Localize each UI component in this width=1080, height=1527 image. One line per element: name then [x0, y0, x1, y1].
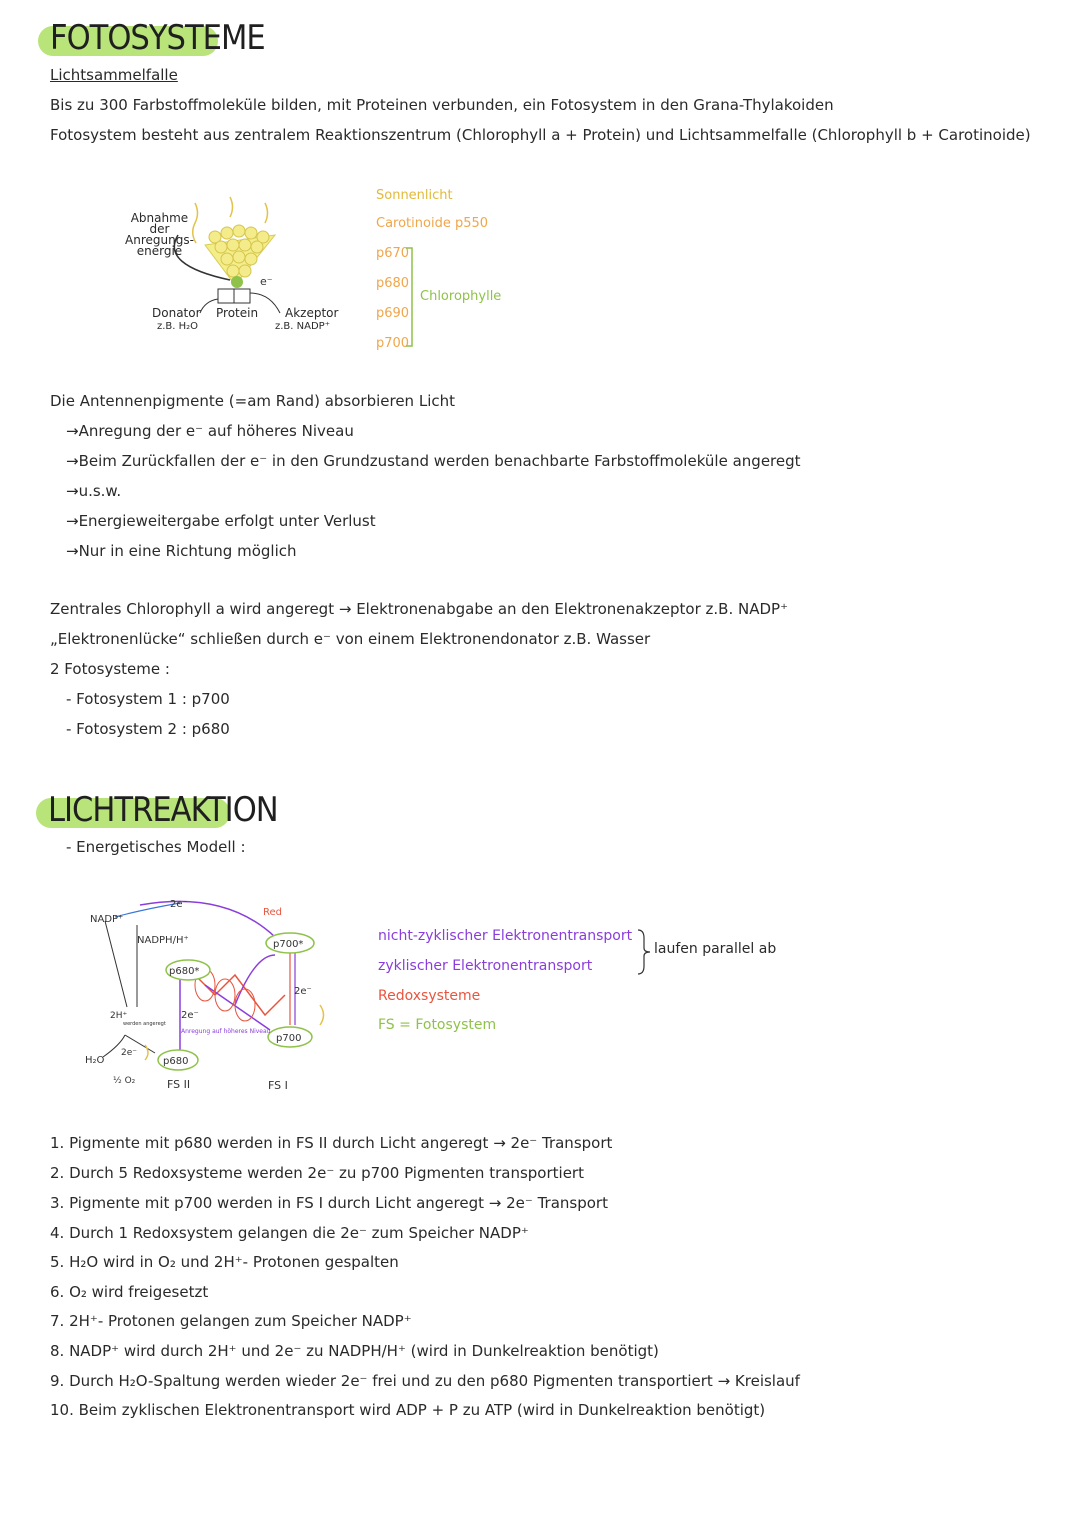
h2plus-label: 2H⁺ [110, 1011, 128, 1021]
nadp-label: NADP⁺ [90, 914, 124, 925]
electron-label: e⁻ [260, 275, 273, 288]
low-2e-label: 2e⁻ [181, 1010, 199, 1021]
werden-label: werden angeregt [123, 1021, 166, 1027]
fotosystem-1: - Fotosystem 1 : p700 [66, 690, 230, 708]
protein-label: Protein [216, 306, 259, 320]
abnahme-label: Abnahme der Anregungs- energie [125, 211, 194, 258]
antenna-item-5: →Nur in eine Richtung möglich [66, 542, 297, 560]
p680-label: p680 [376, 276, 410, 291]
fotosystem-2: - Fotosystem 2 : p680 [66, 720, 230, 738]
chlorophyll-bracket [404, 246, 418, 350]
p670-label: p670 [376, 246, 410, 261]
step-1: 1. Pigmente mit p680 werden in FS II durch Licht angeregt → 2e⁻ Transport [50, 1134, 613, 1152]
antenna-item-3: →u.s.w. [66, 482, 122, 500]
acceptor-label: Akzeptor [285, 306, 339, 320]
intro-line-1: Bis zu 300 Farbstoffmoleküle bilden, mit Proteinen verbunden, ein Fotosystem in den Grana-Thylakoiden [50, 96, 834, 114]
step-5: 5. H₂O wird in O₂ und 2H⁺- Protonen gespalten [50, 1253, 399, 1271]
intro-line-2: Fotosystem besteht aus zentralem Reaktionszentrum (Chlorophyll a + Protein) und Lichtsammelfalle (Chlorophyll b + Carotinoide) [50, 126, 1031, 144]
p680-node: p680 [163, 1056, 189, 1067]
p700-label: p700 [376, 336, 410, 351]
step-4: 4. Durch 1 Redoxsystem gelangen die 2e⁻ zum Speicher NADP⁺ [50, 1224, 529, 1242]
page-title: FOTOSYSTEME [50, 18, 265, 58]
donor-label: Donator [152, 306, 201, 320]
h2o-label: H₂O [85, 1055, 105, 1066]
central-line-2: „Elektronenlücke“ schließen durch e⁻ von einem Elektronendonator z.B. Wasser [50, 630, 651, 648]
energetic-model-diagram [85, 895, 345, 1095]
p680star-label: p680* [169, 966, 200, 977]
o2-label: ½ O₂ [113, 1076, 136, 1086]
antenna-item-4: →Energieweitergabe erfolgt unter Verlust [66, 512, 376, 530]
p690-label: p690 [376, 306, 410, 321]
anregung-label: Anregung auf höheres Niveau [181, 1028, 271, 1035]
legend-fs: FS = Fotosystem [378, 1017, 497, 1033]
antenna-item-2: →Beim Zurückfallen der e⁻ in den Grundzustand werden benachbarte Farbstoffmoleküle angeregt [66, 452, 801, 470]
top-2e-label: 2e⁻ [170, 899, 188, 910]
sunlight-label: Sonnenlicht [376, 188, 453, 203]
legend-redox: Redoxsysteme [378, 988, 481, 1004]
fs1-label: FS I [268, 1079, 288, 1092]
fotosysteme-heading: 2 Fotosysteme : [50, 660, 170, 678]
parallel-bracket [636, 928, 652, 976]
step-8: 8. NADP⁺ wird durch 2H⁺ und 2e⁻ zu NADPH/H⁺ (wird in Dunkelreaktion benötigt) [50, 1342, 659, 1360]
lichtreaktion-subtitle: - Energetisches Modell : [66, 838, 246, 856]
section-subtitle: Lichtsammelfalle [50, 66, 178, 84]
step-2: 2. Durch 5 Redoxsysteme werden 2e⁻ zu p700 Pigmenten transportiert [50, 1164, 584, 1182]
carotinoide-label: Carotinoide p550 [376, 216, 489, 231]
antenna-intro: Die Antennenpigmente (=am Rand) absorbieren Licht [50, 392, 455, 410]
bottom-2e-label: 2e⁻ [121, 1048, 138, 1058]
legend-zyklisch: zyklischer Elektronentransport [378, 958, 593, 974]
step-6: 6. O₂ wird freigesetzt [50, 1283, 209, 1301]
step-10: 10. Beim zyklischen Elektronentransport wird ADP + P zu ATP (wird in Dunkelreaktion benötigt) [50, 1401, 766, 1419]
p700star-label: p700* [273, 939, 304, 950]
fs2-label: FS II [167, 1078, 191, 1091]
central-line-1: Zentrales Chlorophyll a wird angeregt → Elektronenabgabe an den Elektronenakzeptor z.B. NADP⁺ [50, 600, 788, 618]
step-9: 9. Durch H₂O-Spaltung werden wieder 2e⁻ frei und zu den p680 Pigmenten transportiert → Kreislauf [50, 1372, 800, 1390]
chlorophylle-label: Chlorophylle [420, 289, 502, 304]
parallel-note: laufen parallel ab [654, 941, 777, 957]
lichtreaktion-title: LICHTREAKTION [48, 790, 278, 830]
mid-2e-label: 2e⁻ [294, 986, 312, 997]
legend-nonzyklisch: nicht-zyklischer Elektronentransport [378, 928, 633, 944]
step-3: 3. Pigmente mit p700 werden in FS I durch Licht angeregt → 2e⁻ Transport [50, 1194, 608, 1212]
acceptor-example: z.B. NADP⁺ [275, 321, 330, 332]
step-7: 7. 2H⁺- Protonen gelangen zum Speicher NADP⁺ [50, 1312, 412, 1330]
p700-node: p700 [276, 1033, 302, 1044]
nadph-label: NADPH/H⁺ [137, 935, 189, 946]
red-label: Red [263, 907, 282, 918]
antenna-item-1: →Anregung der e⁻ auf höheres Niveau [66, 422, 354, 440]
donor-example: z.B. H₂O [157, 321, 199, 332]
